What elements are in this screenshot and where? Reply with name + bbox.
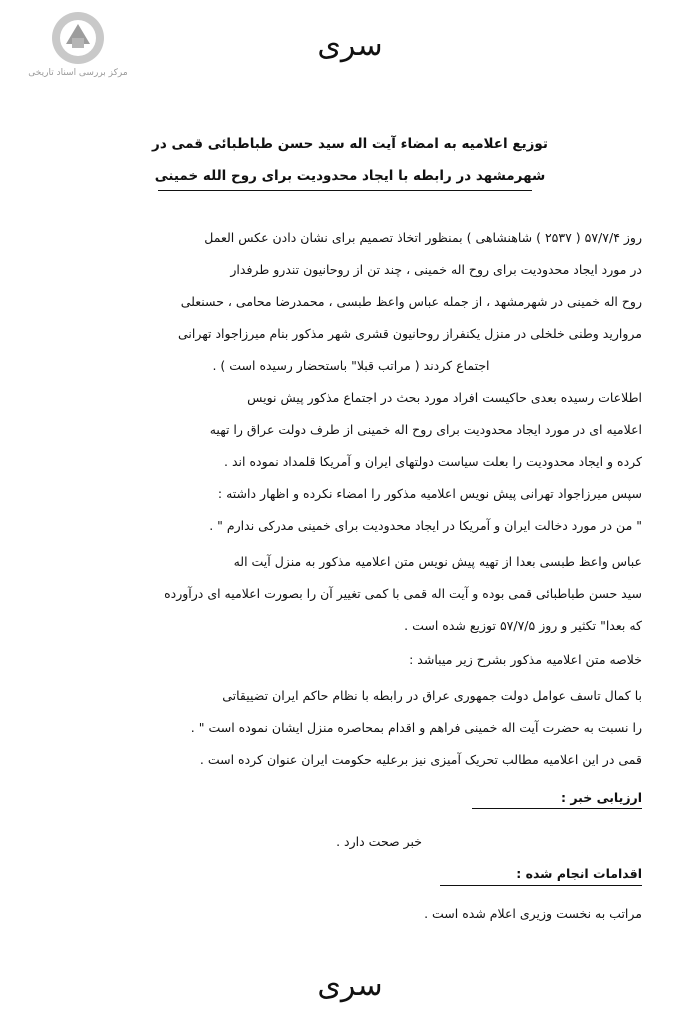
classification-top: سری bbox=[317, 28, 383, 63]
title-underline bbox=[158, 190, 532, 191]
document-title-line-2: شهرمشهد در رابطه با ایجاد محدودیت برای روح الله خمینی bbox=[154, 168, 546, 184]
body-line: روح اله خمینی در شهرمشهد ، از جمله عباس واعظ طبسی ، محمدرضا محامی ، حسنعلی bbox=[180, 294, 642, 309]
body-line: عباس واعظ طبسی بعدا از تهیه پیش نویس متن اعلامیه مذکور به منزل آیت اله bbox=[233, 554, 642, 569]
actions-heading-underline bbox=[440, 885, 642, 886]
body-line: اعلامیه ای در مورد ایجاد محدودیت برای روح اله خمینی از طرف دولت عراق را تهیه bbox=[209, 422, 642, 437]
body-line: کرده و ایجاد محدودیت را بعلت سیاست دولتهای ایران و آمریکا قلمداد نموده اند . bbox=[224, 454, 642, 469]
classification-bottom: سری bbox=[317, 968, 383, 1003]
actions-taken-heading: اقدامات انجام شده : bbox=[516, 866, 642, 881]
body-line: روز ۵۷/۷/۴ ( ۲۵۳۷ ) شاهنشاهی ) بمنظور اتخاذ تصمیم برای نشان دادن عکس العمل bbox=[204, 230, 642, 245]
body-line: خلاصه متن اعلامیه مذکور بشرح زیر میباشد : bbox=[409, 652, 642, 667]
source-evaluation-heading: ارزیابی خبر : bbox=[561, 790, 642, 805]
source-heading-underline bbox=[472, 808, 642, 809]
body-line: سپس میرزاجواد تهرانی پیش نویس اعلامیه مذکور را امضاء نکرده و اظهار داشته : bbox=[217, 486, 642, 501]
body-line: مروارید وطنی خلخلی در منزل یکنفراز روحانیون قشری شهر مذکور بنام میرزاجواد تهرانی bbox=[177, 326, 642, 341]
body-line: سید حسن طباطبائی قمی بوده و آیت اله قمی با کمی تغییر آن را بصورت اعلامیه ای درآورده bbox=[164, 586, 642, 601]
logo-caption: مرکز بررسی اسناد تاریخی bbox=[28, 68, 128, 78]
body-line: اجتماع کردند ( مراتب قبلا" باستحضار رسیده است ) . bbox=[212, 358, 490, 373]
body-line: با کمال تاسف عوامل دولت جمهوری عراق در رابطه با نظام حاکم ایران تضییقاتی bbox=[222, 688, 642, 703]
document-title-line-1: توزیع اعلامیه به امضاء آیت اله سید حسن طباطبائی قمی در bbox=[152, 136, 548, 152]
source-evaluation-text: خبر صحت دارد . bbox=[336, 834, 422, 849]
body-line: اطلاعات رسیده بعدی حاکیست افراد مورد بحث در اجتماع مذکور پیش نویس bbox=[247, 390, 642, 405]
actions-taken-text: مراتب به نخست وزیری اعلام شده است . bbox=[424, 906, 642, 921]
body-line: که بعدا" تکثیر و روز ۵۷/۷/۵ توزیع شده است . bbox=[404, 618, 642, 633]
body-line: را نسبت به حضرت آیت اله خمینی فراهم و اقدام بمحاصره منزل ایشان نموده است " . bbox=[190, 720, 642, 735]
body-line: در مورد ایجاد محدودیت برای روح اله خمینی ، چند تن از روحانیون تندرو طرفدار bbox=[230, 262, 642, 277]
body-line: " من در مورد دخالت ایران و آمریکا در ایجاد محدودیت برای خمینی مدرکی ندارم " . bbox=[209, 518, 642, 533]
body-line: قمی در این اعلامیه مطالب تحریک آمیزی نیز برعلیه حکومت ایران عنوان کرده است . bbox=[199, 752, 642, 767]
